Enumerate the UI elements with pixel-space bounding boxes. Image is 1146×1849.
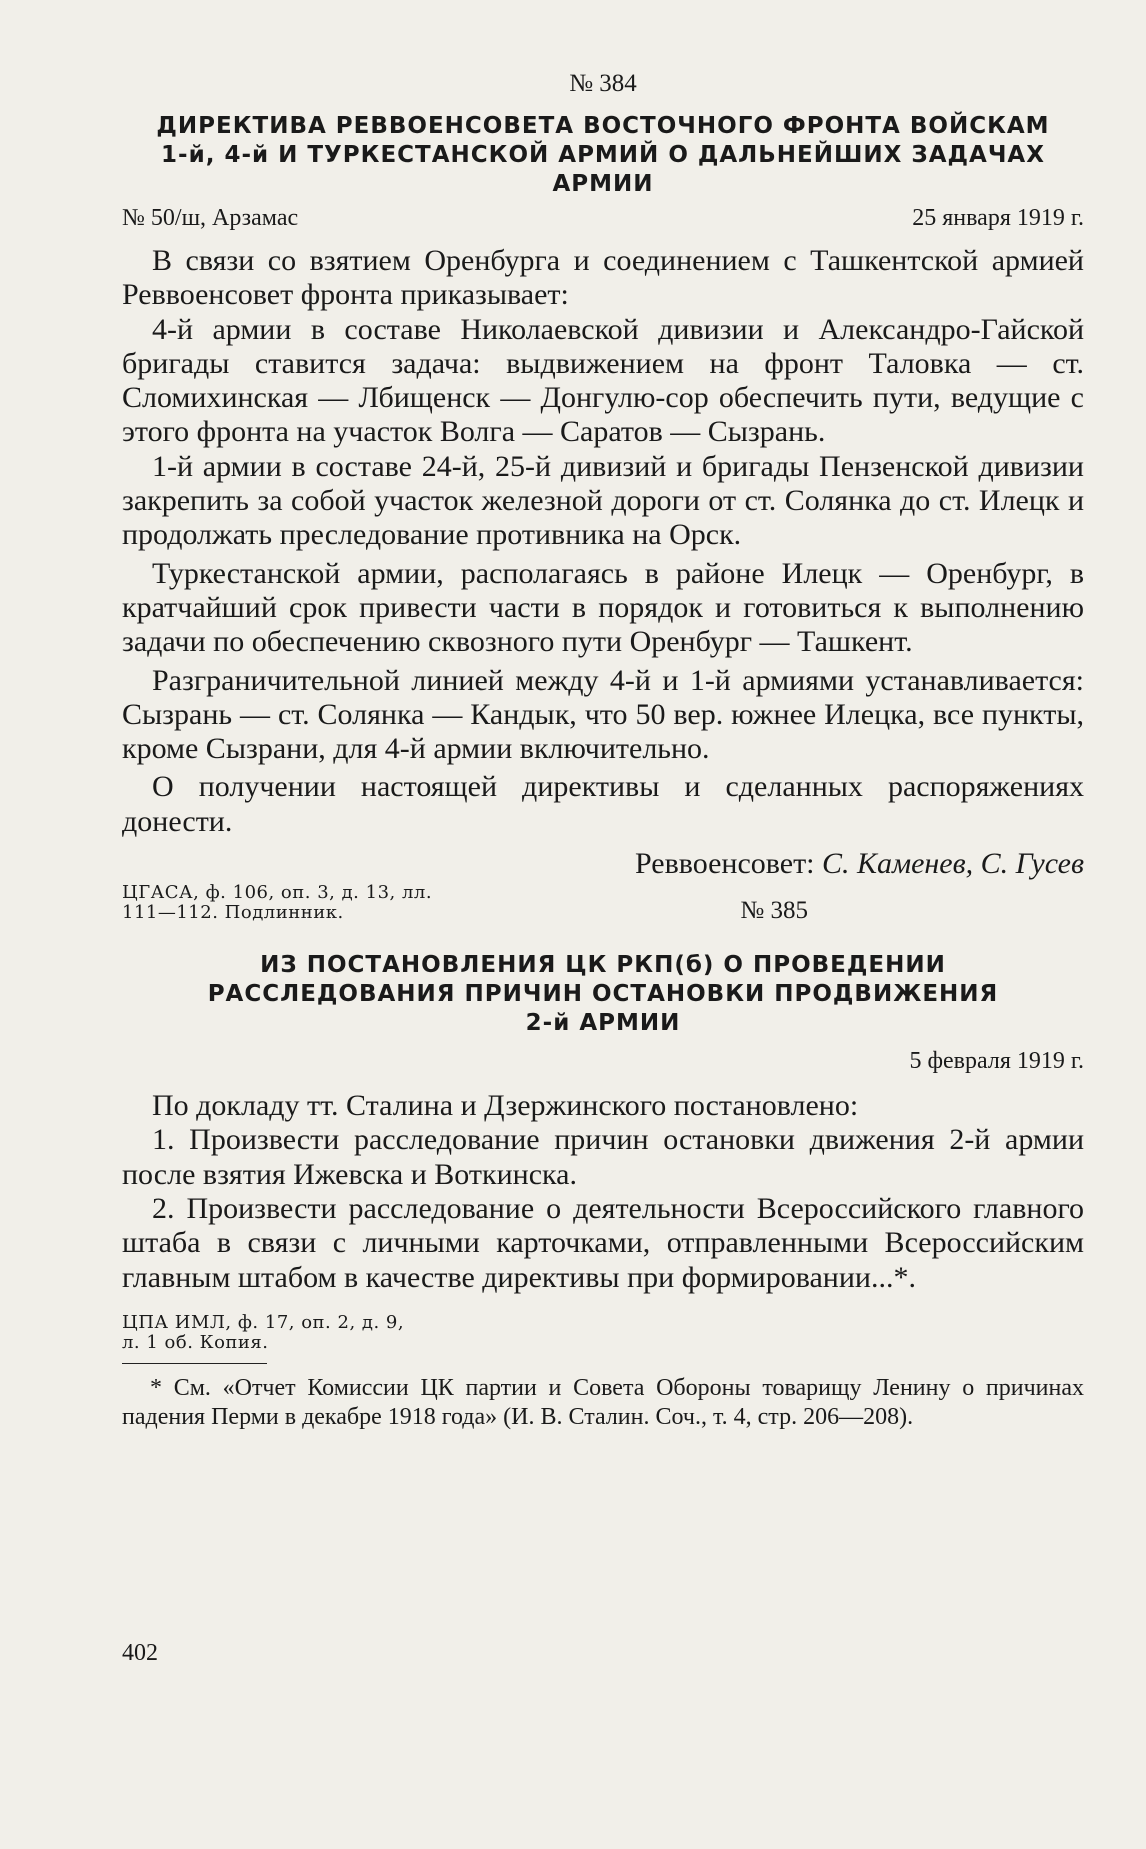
title-line: РАССЛЕДОВАНИЯ ПРИЧИН ОСТАНОВКИ ПРОДВИЖЕНИЯ: [207, 981, 999, 1008]
footnote-text: * См. «Отчет Комиссии ЦК партии и Совета Обороны товарищу Ленину о причинах падения Перми в декабре 1918 года» (И. В. Сталин. Соч., т. 4, стр. 206—208).: [122, 1374, 1084, 1430]
footnote: [122, 1374, 1084, 1432]
paragraph: 2. Произвести расследование о деятельности Всероссийского главного штаба в связи с личными карточками, отправленными Всероссийским главным штабом в качестве директивы при формировании...*.: [122, 1191, 1084, 1294]
paragraph: 4-й армии в составе Николаевской дивизии и Александро-Гайской бригады ставится задача: выдвижением на фронт Таловка — ст. Сломихинская — Лбищенск — Донгулю-сор обеспечить пути, ведущие с этого фронта на участок Волга — Саратов — Сызрань.: [122, 312, 1084, 449]
paragraph: Разграничительной линией между 4-й и 1-й армиями устанавливается: Сызрань — ст. Солянка — Кандык, что 50 вер. южнее Илецка, все пункты, кроме Сызрани, для 4-й армии включительно.: [122, 663, 1084, 766]
title-line: ДИРЕКТИВА РЕВВОЕНСОВЕТА ВОСТОЧНОГО ФРОНТА ВОЙСКАМ: [156, 113, 1050, 139]
source-block-384: [122, 881, 1084, 925]
title-line: 2-й АРМИИ: [525, 1010, 681, 1037]
title-line: АРМИИ: [552, 171, 654, 197]
archive-source: [122, 883, 432, 923]
source-line: 111—112. Подлинник.: [122, 902, 344, 924]
source-line: ЦГАСА, ф. 106, оп. 3, д. 13, лл.: [122, 882, 433, 904]
signature: [122, 847, 1084, 881]
paragraph: О получении настоящей директивы и сделанных распоряжениях донести.: [122, 770, 1084, 838]
paragraph: Туркестанской армии, располагаясь в районе Илецк — Оренбург, в кратчайший срок привести части в порядок и готовиться к выполнению задачи по обеспечению сквозного пути Оренбург — Ташкент.: [122, 556, 1084, 659]
document-number-385: № 385: [740, 897, 808, 925]
archive-source: [122, 1313, 1084, 1353]
document-meta-384: [122, 205, 1084, 232]
signature-label: Реввоенсовет:: [634, 847, 815, 881]
title-line: ИЗ ПОСТАНОВЛЕНИЯ ЦК РКП(б) О ПРОВЕДЕНИИ: [260, 952, 946, 979]
document-body-384: [122, 244, 1084, 839]
document-number-384: № 384: [569, 70, 637, 97]
paragraph: 1-й армии в составе 24-й, 25-й дивизий и бригады Пензенской дивизии закрепить за собой участок железной дороги от ст. Солянка до ст. Илецк и продолжать преследование противника на Орск.: [122, 449, 1084, 552]
paragraph: По докладу тт. Сталина и Дзержинского постановлено:: [152, 1089, 859, 1123]
document-title-384: [122, 112, 1084, 199]
title-line: 1-й, 4-й И ТУРКЕСТАНСКОЙ АРМИЙ О ДАЛЬНЕЙШИХ ЗАДАЧАХ: [161, 142, 1045, 168]
signatories: С. Каменев, С. Гусев: [822, 847, 1084, 881]
document-reference: № 50/ш, Арзамас: [122, 205, 299, 231]
paragraph: В связи со взятием Оренбурга и соединением с Ташкентской армией Реввоенсовет фронта приказывает:: [122, 244, 1084, 312]
source-line: ЦПА ИМЛ, ф. 17, оп. 2, д. 9,: [122, 1311, 405, 1333]
document-page: [122, 70, 1084, 1432]
page-number: 402: [122, 1640, 158, 1666]
paragraph: 1. Произвести расследование причин остановки движения 2-й армии после взятия Ижевска и Воткинска.: [122, 1123, 1084, 1191]
document-title-385: [122, 951, 1084, 1038]
source-line: л. 1 об. Копия.: [122, 1331, 269, 1353]
document-date: 5 февраля 1919 г.: [909, 1048, 1084, 1075]
document-body-385: [122, 1089, 1084, 1295]
document-date: 25 января 1919 г.: [912, 205, 1084, 231]
footnote-divider: [122, 1363, 267, 1364]
